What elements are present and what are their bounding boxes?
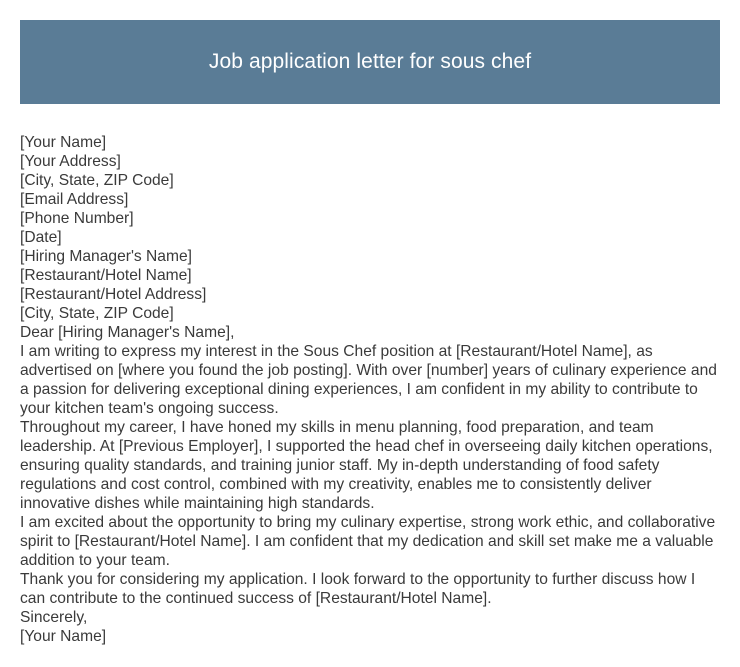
paragraph-experience: Throughout my career, I have honed my skills in menu planning, food preparation, and team leadership. At [Previous Employer], I supported the head chef in overseeing daily kitchen operations, ensuring quality standards, and training junior staff. My in-depth understanding of food safety regulations and cost control, combined with my creativity, enables me to consistently deliver innovative dishes while maintaining high standards. — [20, 419, 713, 512]
recipient-city-state-zip: [City, State, ZIP Code] — [20, 305, 174, 322]
sender-phone: [Phone Number] — [20, 210, 134, 227]
letter-date: [Date] — [20, 229, 62, 246]
sender-email: [Email Address] — [20, 191, 129, 208]
paragraph-intro: I am writing to express my interest in the Sous Chef position at [Restaurant/Hotel Name], as advertised on [where you found the job posting]. With over [number] years of culinary experience and a passion for delivering exceptional dining experiences, I am confident in my ability to contribute to your kitchen team's ongoing success. — [20, 343, 717, 417]
recipient-restaurant-name: [Restaurant/Hotel Name] — [20, 267, 192, 284]
page-header — [20, 20, 720, 104]
sender-city-state-zip: [City, State, ZIP Code] — [20, 172, 174, 189]
letter-body — [20, 133, 722, 646]
paragraph-motivation: I am excited about the opportunity to bring my culinary expertise, strong work ethic, and collaborative spirit to [Restaurant/Hotel Name]. I am confident that my dedication and skill set make me a valuable addition to your team. — [20, 514, 716, 569]
closing: Sincerely, — [20, 609, 88, 626]
signature: [Your Name] — [20, 628, 107, 645]
salutation: Dear [Hiring Manager's Name], — [20, 324, 235, 341]
recipient-restaurant-address: [Restaurant/Hotel Address] — [20, 286, 207, 303]
page-title: Job application letter for sous chef — [208, 50, 532, 73]
paragraph-thanks: Thank you for considering my application. I look forward to the opportunity to further discuss how I can contribute to the continued success of [Restaurant/Hotel Name]. — [20, 571, 696, 607]
recipient-manager-name: [Hiring Manager's Name] — [20, 248, 192, 265]
sender-name: [Your Name] — [20, 134, 107, 151]
sender-address: [Your Address] — [20, 153, 121, 170]
